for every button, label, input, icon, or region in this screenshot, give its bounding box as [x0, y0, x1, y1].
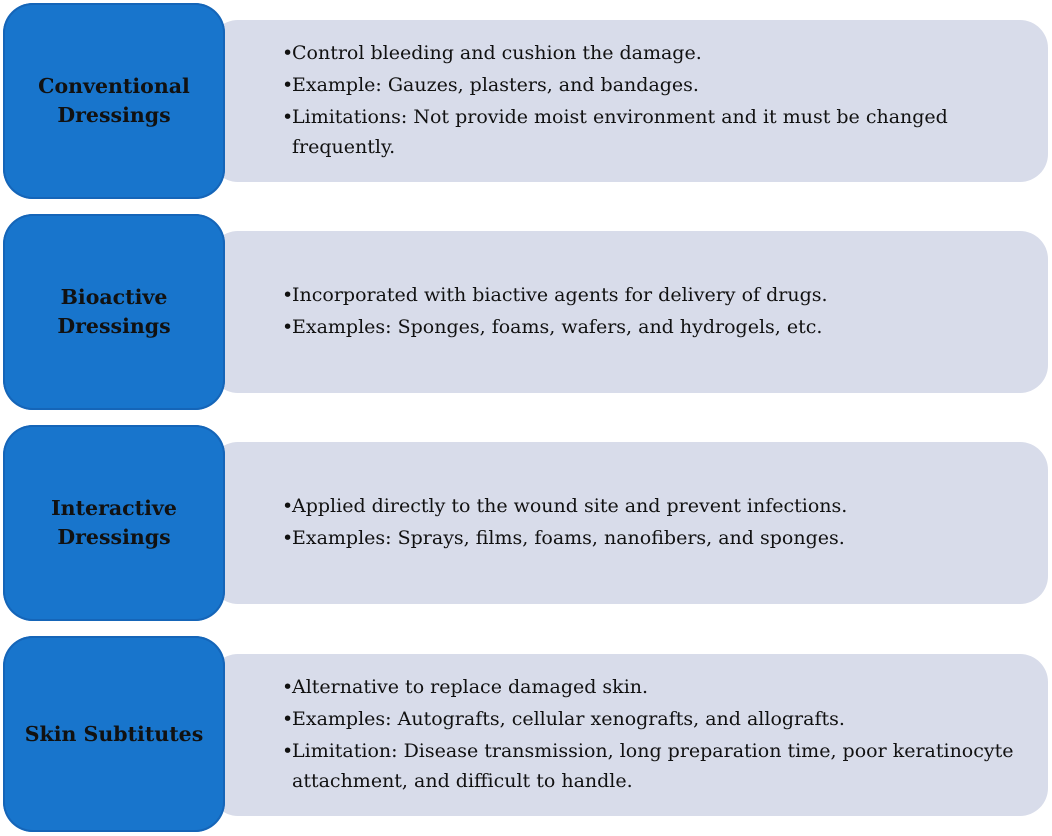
bullet-item: [282, 102, 1028, 162]
detail-box: [210, 442, 1048, 604]
bullet-dot: •: [282, 527, 294, 549]
bullet-text: Control bleeding and cushion the damage.: [292, 42, 702, 64]
bullet-item: [282, 70, 1028, 100]
bullet-dot: •: [282, 740, 294, 762]
detail-box: [210, 231, 1048, 393]
bullet-text: Examples: Sprays, films, foams, nanofibers, and sponges.: [292, 527, 845, 549]
bullet-text: Examples: Sponges, foams, wafers, and hydrogels, etc.: [292, 316, 823, 338]
bullet-list: [282, 280, 1028, 344]
bullet-dot: •: [282, 708, 294, 730]
bullet-list: [282, 672, 1028, 798]
bullet-item: [282, 312, 1028, 342]
bullet-item: [282, 736, 1028, 796]
bullet-item: [282, 280, 1028, 310]
bullet-text: Applied directly to the wound site and prevent infections.: [292, 495, 848, 517]
bullet-list: [282, 38, 1028, 164]
detail-box: [210, 654, 1048, 816]
category-label-box: [3, 636, 225, 832]
category-label-box: [3, 425, 225, 621]
bullet-dot: •: [282, 74, 294, 96]
bullet-item: [282, 672, 1028, 702]
bullet-item: [282, 491, 1028, 521]
bullet-dot: •: [282, 42, 294, 64]
bullet-text: Limitations: Not provide moist environment and it must be changed frequently.: [292, 106, 948, 158]
bullet-item: [282, 704, 1028, 734]
bullet-text: Examples: Autografts, cellular xenografts, and allografts.: [292, 708, 845, 730]
bullet-dot: •: [282, 316, 294, 338]
bullet-text: Example: Gauzes, plasters, and bandages.: [292, 74, 699, 96]
category-label-box: [3, 3, 225, 199]
category-label-box: [3, 214, 225, 410]
bullet-dot: •: [282, 495, 294, 517]
bullet-text: Limitation: Disease transmission, long preparation time, poor keratinocyte attachment, and difficult to handle.: [292, 740, 1014, 792]
bullet-text: Incorporated with biactive agents for delivery of drugs.: [292, 284, 828, 306]
bullet-list: [282, 491, 1028, 555]
bullet-text: Alternative to replace damaged skin.: [292, 676, 649, 698]
bullet-dot: •: [282, 676, 294, 698]
category-label: Bioactive Dressings: [57, 285, 171, 338]
category-label: Interactive Dressings: [51, 496, 177, 549]
detail-box: [210, 20, 1048, 182]
category-label: Skin Subtitutes: [24, 721, 204, 746]
category-label: Conventional Dressings: [38, 74, 190, 127]
bullet-item: [282, 38, 1028, 68]
bullet-dot: •: [282, 106, 294, 128]
bullet-item: [282, 523, 1028, 553]
bullet-dot: •: [282, 284, 294, 306]
